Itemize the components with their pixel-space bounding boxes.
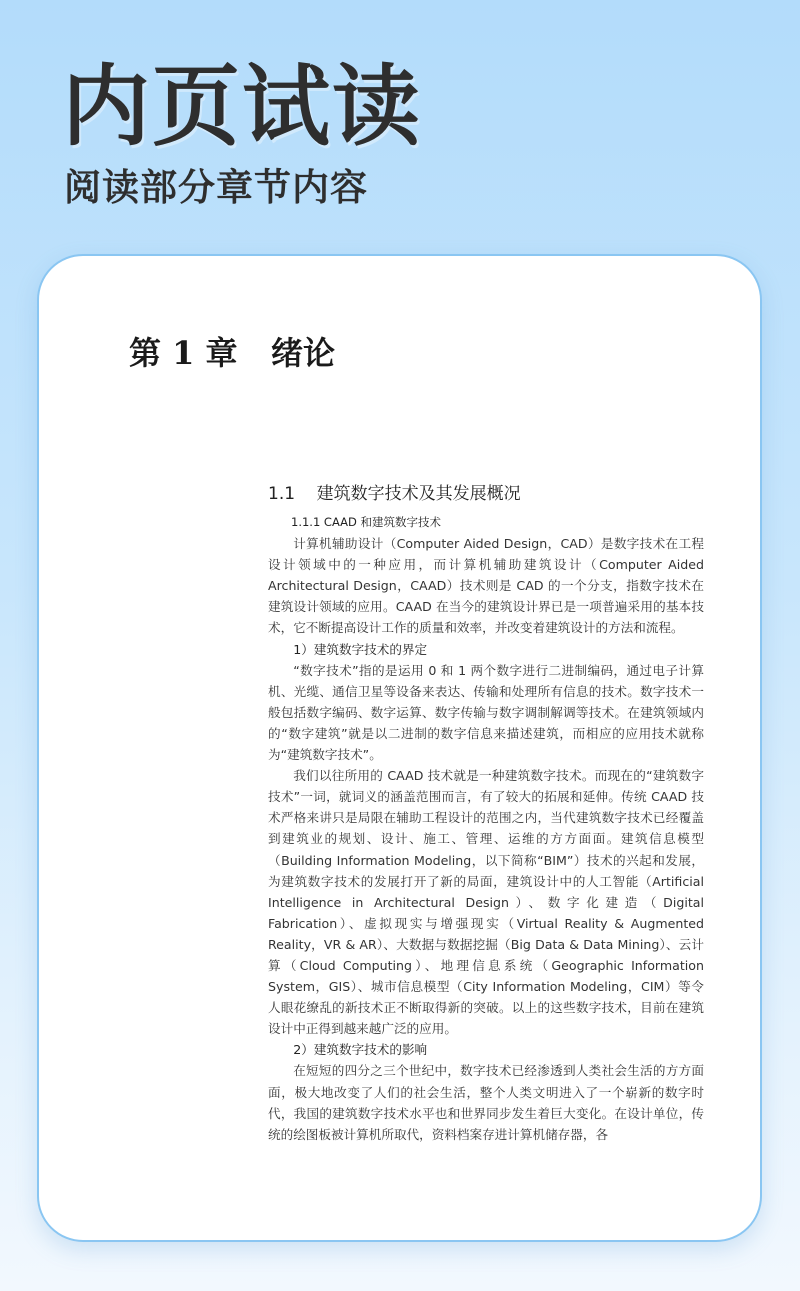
paragraph: 我们以往所用的 CAAD 技术就是一种建筑数字技术。而现在的“建筑数字技术”一词，就词义的涵盖范围而言，有了较大的拓展和延伸。传统 CAAD 技术严格来讲只是局限在辅助工程设计的范围之内，当代建筑数字技术已经覆盖到建筑业的规划、设计、施工、管理、运维的方方面面。建筑信息模型（Building Information Modeling，以下简称“BIM”）技术的兴起和发展，为建筑数字技术的发展打开了新的局面，建筑设计中的人工智能（Artificial Intelligence in Architectural Design）、数字化建造（Digital Fabrication）、虚拟现实与增强现实（Virtual Reality & Augmented Reality，VR & AR）、大数据与数据挖掘（Big Data & Data Mining）、云计算（Cloud Computing）、地理信息系统（Geographic Information System，GIS）、城市信息模型（City Information Modeling，CIM）等令人眼花缭乱的新技术正不断取得新的突破。以上的这些数字技术，目前在建筑设计中正得到越来越广泛的应用。 <box>268 768 704 1037</box>
page-title: 内页试读 <box>62 55 423 158</box>
paragraph-heading: 2）建筑数字技术的影响 <box>293 1042 428 1058</box>
page-subtitle: 阅读部分章节内容 <box>64 166 368 209</box>
preview-page-card <box>37 254 762 1242</box>
paragraph: 计算机辅助设计（Computer Aided Design，CAD）是数字技术在工程设计领域中的一种应用，而计算机辅助建筑设计（Computer Aided Architectural Design，CAAD）技术则是 CAD 的一个分支，指数字技术在建筑设计领域的应用。CAAD 在当今的建筑设计界已是一项普遍采用的基本技术，它不断提高设计工作的质量和效率，并改变着建筑设计的方法和流程。 <box>268 536 704 636</box>
subsection-title: 1.1.1 CAAD 和建筑数字技术 <box>291 515 442 529</box>
section-title: 1.1 建筑数字技术及其发展概况 <box>268 484 521 504</box>
body-text <box>268 512 704 1145</box>
paragraph: “数字技术”指的是运用 0 和 1 两个数字进行二进制编码，通过电子计算机、光缆、通信卫星等设备来表达、传输和处理所有信息的技术。数字技术一般包括数字编码、数字运算、数字传输与数字调制解调等技术。在建筑领域内的“数字建筑”就是以二进制的数字信息来描述建筑，而相应的应用技术就称为“建筑数字技术”。 <box>268 662 704 763</box>
paragraph: 在短短的四分之三个世纪中，数字技术已经渗透到人类社会生活的方方面面，极大地改变了人们的社会生活，整个人类文明进入了一个崭新的数字时代，我国的建筑数字技术水平也和世界同步发生着巨大变化。在设计单位，传统的绘图板被计算机所取代，资料档案存进计算机储存器，各 <box>268 1063 704 1142</box>
chapter-title: 第 1 章 绪论 <box>129 334 335 372</box>
paragraph-heading: 1）建筑数字技术的界定 <box>293 641 428 657</box>
